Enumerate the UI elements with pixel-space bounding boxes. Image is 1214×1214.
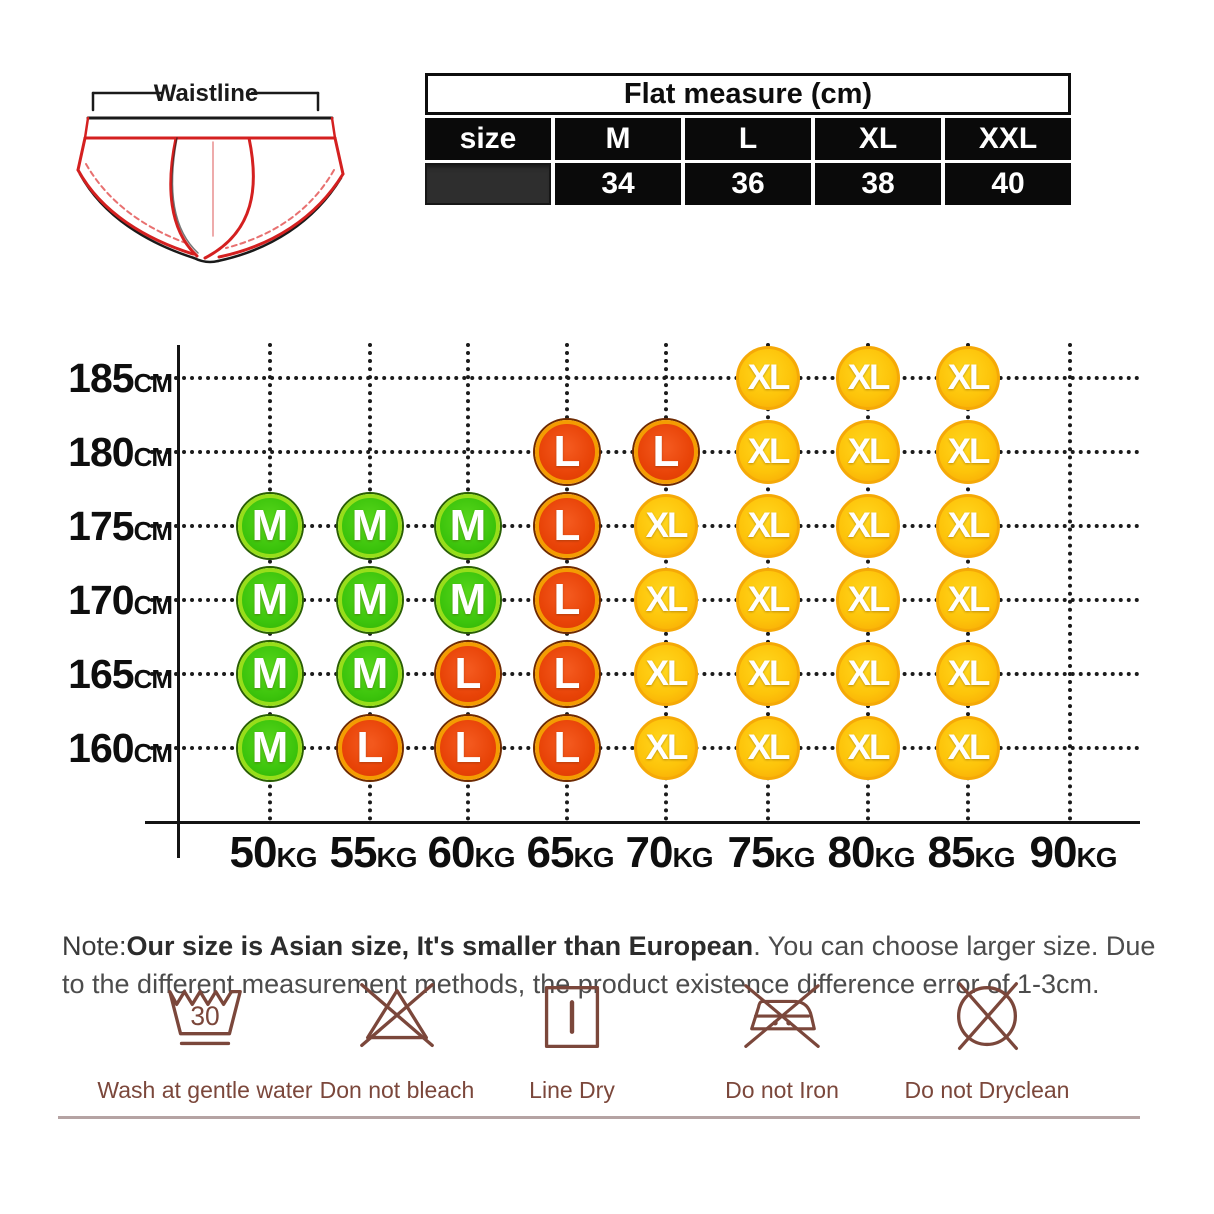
y-tick-160cm xyxy=(38,723,172,773)
x-axis-line xyxy=(145,821,1140,824)
size-dot-l-165cm-65kg: L xyxy=(535,642,599,706)
size-dot-xl-170cm-80kg: XL xyxy=(836,568,900,632)
size-dot-xl-160cm-80kg: XL xyxy=(836,716,900,780)
size-dot-xl-160cm-85kg: XL xyxy=(936,716,1000,780)
size-dot-xl-175cm-80kg: XL xyxy=(836,494,900,558)
flat-measure-table xyxy=(425,73,1071,205)
waistline-label: Waistline xyxy=(153,80,259,107)
gridline-col-90kg xyxy=(1068,343,1072,821)
care-label: Do not Iron xyxy=(725,1077,839,1103)
tick-number: 75 xyxy=(727,828,775,877)
tick-unit: KG xyxy=(974,842,1015,873)
size-dot-xl-165cm-85kg: XL xyxy=(936,642,1000,706)
tick-unit: KG xyxy=(474,842,515,873)
tick-unit: CM xyxy=(133,516,172,546)
care-item-line-dry xyxy=(462,975,682,1104)
tick-unit: KG xyxy=(376,842,417,873)
size-dot-l-165cm-60kg: L xyxy=(436,642,500,706)
tick-number: 60 xyxy=(427,828,475,877)
table-value-cell: 38 xyxy=(815,163,941,205)
care-label: Line Dry xyxy=(529,1077,615,1103)
bottom-divider-line xyxy=(58,1116,1140,1119)
size-dot-m-170cm-60kg: M xyxy=(436,568,500,632)
care-item-dryclean xyxy=(877,975,1097,1104)
y-tick-170cm xyxy=(38,575,172,625)
size-dot-xl-160cm-70kg: XL xyxy=(634,716,698,780)
size-dot-xl-170cm-85kg: XL xyxy=(936,568,1000,632)
tick-unit: CM xyxy=(133,590,172,620)
note-bold-text: Our size is Asian size, It's smaller than European xyxy=(126,931,754,961)
wash-30-icon xyxy=(161,975,249,1063)
tick-unit: KG xyxy=(573,842,614,873)
tick-unit: CM xyxy=(133,442,172,472)
size-dot-l-180cm-70kg: L xyxy=(634,420,698,484)
line-dry-icon xyxy=(528,975,616,1063)
size-dot-l-160cm-65kg: L xyxy=(535,716,599,780)
y-tick-175cm xyxy=(38,501,172,551)
size-dot-xl-160cm-75kg: XL xyxy=(736,716,800,780)
tick-unit: CM xyxy=(133,368,172,398)
tick-unit: KG xyxy=(874,842,915,873)
table-header-cell-size: size xyxy=(425,118,551,160)
table-header-cell-XL: XL xyxy=(815,118,941,160)
tick-number: 180 xyxy=(68,429,134,475)
briefs-drawing xyxy=(66,68,354,274)
note-prefix: Note: xyxy=(62,931,127,961)
size-dot-m-175cm-55kg: M xyxy=(338,494,402,558)
size-dot-xl-175cm-70kg: XL xyxy=(634,494,698,558)
tick-number: 175 xyxy=(68,503,134,549)
care-label: Do not Dryclean xyxy=(904,1077,1070,1103)
y-tick-165cm xyxy=(38,649,172,699)
tick-unit: KG xyxy=(1076,842,1117,873)
table-header-cell-M: M xyxy=(555,118,681,160)
size-dot-xl-165cm-70kg: XL xyxy=(634,642,698,706)
tick-number: 80 xyxy=(827,828,875,877)
size-dot-m-165cm-55kg: M xyxy=(338,642,402,706)
size-dot-xl-180cm-75kg: XL xyxy=(736,420,800,484)
size-dot-xl-185cm-85kg: XL xyxy=(936,346,1000,410)
size-dot-m-175cm-60kg: M xyxy=(436,494,500,558)
size-dot-xl-180cm-80kg: XL xyxy=(836,420,900,484)
do-not-dryclean-icon xyxy=(943,975,1031,1063)
do-not-iron-icon xyxy=(738,975,826,1063)
size-dot-xl-175cm-75kg: XL xyxy=(736,494,800,558)
tick-unit: KG xyxy=(672,842,713,873)
size-dot-m-165cm-50kg: M xyxy=(238,642,302,706)
tick-unit: KG xyxy=(774,842,815,873)
table-values-row xyxy=(425,163,1071,205)
table-value-cell: 34 xyxy=(555,163,681,205)
size-dot-l-180cm-65kg: L xyxy=(535,420,599,484)
tick-number: 55 xyxy=(329,828,377,877)
table-value-cell: 40 xyxy=(945,163,1071,205)
table-header-cell-L: L xyxy=(685,118,811,160)
tick-number: 65 xyxy=(526,828,574,877)
care-item-wash xyxy=(95,975,315,1104)
tick-number: 185 xyxy=(68,355,134,401)
care-item-iron xyxy=(672,975,892,1104)
care-label: Don not bleach xyxy=(319,1077,475,1103)
y-tick-185cm xyxy=(38,353,172,403)
do-not-bleach-icon xyxy=(353,975,441,1063)
size-dot-l-160cm-60kg: L xyxy=(436,716,500,780)
tick-unit: CM xyxy=(133,738,172,768)
size-dot-xl-185cm-75kg: XL xyxy=(736,346,800,410)
size-dot-xl-180cm-85kg: XL xyxy=(936,420,1000,484)
tick-number: 170 xyxy=(68,577,134,623)
x-tick-90kg xyxy=(1013,828,1133,878)
table-title: Flat measure (cm) xyxy=(425,73,1071,115)
size-dot-m-175cm-50kg: M xyxy=(238,494,302,558)
y-tick-180cm xyxy=(38,427,172,477)
size-dot-xl-170cm-75kg: XL xyxy=(736,568,800,632)
tick-number: 90 xyxy=(1029,828,1077,877)
tick-number: 85 xyxy=(927,828,975,877)
table-header-row xyxy=(425,118,1071,160)
size-dot-xl-165cm-75kg: XL xyxy=(736,642,800,706)
size-dot-xl-165cm-80kg: XL xyxy=(836,642,900,706)
table-header-cell-XXL: XXL xyxy=(945,118,1071,160)
size-dot-m-160cm-50kg: M xyxy=(238,716,302,780)
size-dot-l-160cm-55kg: L xyxy=(338,716,402,780)
tick-number: 165 xyxy=(68,651,134,697)
size-dot-m-170cm-55kg: M xyxy=(338,568,402,632)
tick-number: 160 xyxy=(68,725,134,771)
note-rest-text: . You can choose larger size. Due to the different measurement methods, the product existence difference error of 1-3cm. xyxy=(62,931,1156,999)
care-label: Wash at gentle water xyxy=(97,1077,313,1103)
tick-unit: KG xyxy=(276,842,317,873)
table-value-cell: 36 xyxy=(685,163,811,205)
tick-number: 70 xyxy=(625,828,673,877)
svg-text:30: 30 xyxy=(190,1000,220,1031)
size-dot-xl-170cm-70kg: XL xyxy=(634,568,698,632)
size-dot-m-170cm-50kg: M xyxy=(238,568,302,632)
size-dot-xl-175cm-85kg: XL xyxy=(936,494,1000,558)
tick-unit: CM xyxy=(133,664,172,694)
size-dot-xl-185cm-80kg: XL xyxy=(836,346,900,410)
table-blank-cell xyxy=(425,163,551,205)
tick-number: 50 xyxy=(229,828,277,877)
size-dot-l-170cm-65kg: L xyxy=(535,568,599,632)
size-dot-l-175cm-65kg: L xyxy=(535,494,599,558)
